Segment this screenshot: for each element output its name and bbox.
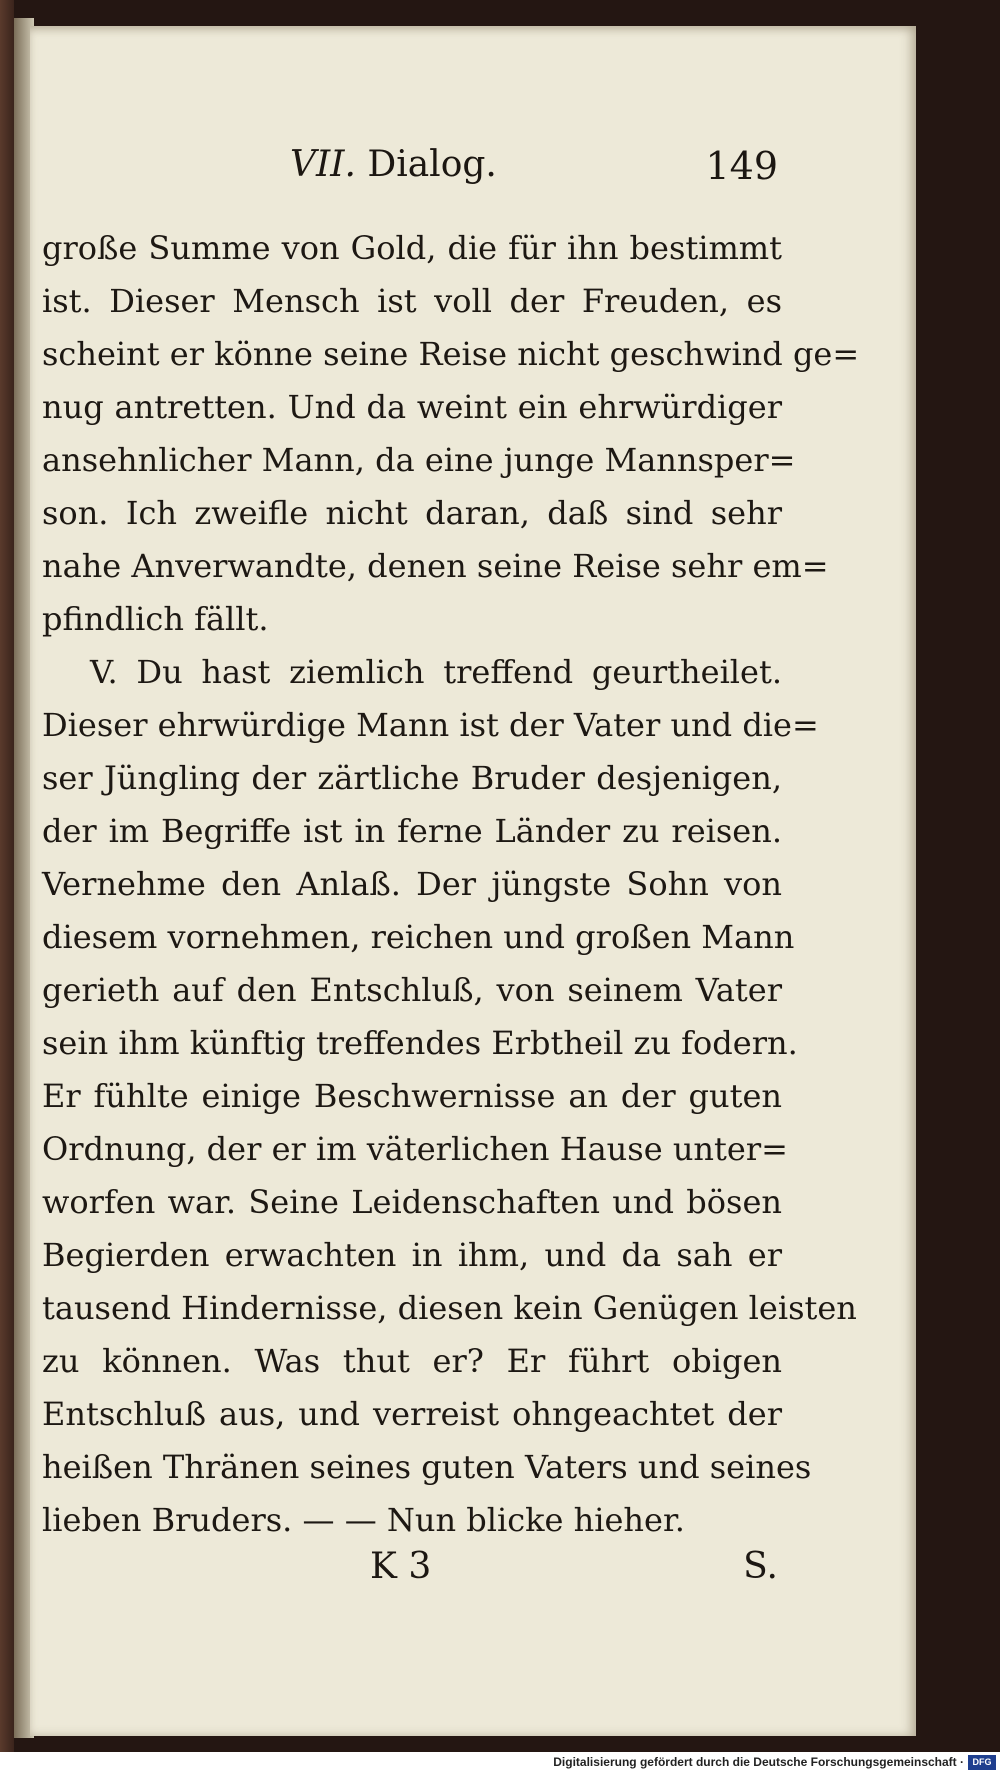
text-line: worfen war. Seine Leidenschaften und bösen	[42, 1183, 782, 1221]
catchword: S.	[743, 1546, 778, 1587]
text-line: ser Jüngling der zärtliche Bruder desjenigen,	[42, 759, 782, 797]
text-line: große Summe von Gold, die für ihn bestimmt	[42, 229, 782, 267]
text-line: gerieth auf den Entschluß, von seinem Vater	[42, 971, 782, 1009]
text-line: son. Ich zweifle nicht daran, daß sind sehr	[42, 494, 782, 532]
text-line: nahe Anverwandte, denen seine Reise sehr em=	[42, 547, 829, 585]
text-line: ist. Dieser Mensch ist voll der Freuden, es	[42, 282, 782, 320]
running-header	[30, 144, 916, 204]
text-line: Entschluß aus, und verreist ohngeachtet der	[42, 1395, 782, 1433]
dfg-logo: DFG	[968, 1755, 996, 1770]
signature-mark: K 3	[370, 1546, 432, 1587]
book-binding-edge	[0, 0, 14, 1752]
text-line: nug antretten. Und da weint ein ehrwürdiger	[42, 388, 782, 426]
text-line: pfindlich fällt.	[42, 600, 269, 638]
text-line: tausend Hindernisse, diesen kein Genügen leisten	[42, 1289, 857, 1327]
text-line: scheint er könne seine Reise nicht geschwind ge=	[42, 335, 860, 373]
text-line: Ordnung, der er im väterlichen Hause unter=	[42, 1130, 788, 1168]
credit-bar	[0, 1752, 1000, 1775]
chapter-title: Dialog.	[367, 144, 497, 185]
text-line: Er fühlte einige Beschwernisse an der guten	[42, 1077, 782, 1115]
text-line: diesem vornehmen, reichen und großen Mann	[42, 918, 795, 956]
text-line: lieben Bruders. — — Nun blicke hieher.	[42, 1501, 685, 1539]
text-line: Begierden erwachten in ihm, und da sah er	[42, 1236, 782, 1274]
digitization-credit: Digitalisierung gefördert durch die Deutsche Forschungsgemeinschaft ·	[553, 1755, 964, 1769]
chapter-numeral: VII.	[290, 144, 356, 185]
text-line: zu können. Was thut er? Er führt obigen	[42, 1342, 782, 1380]
text-line: sein ihm künftig treffendes Erbtheil zu fodern.	[42, 1024, 798, 1062]
text-line: V. Du hast ziemlich treffend geurtheilet.	[90, 653, 782, 691]
text-line: heißen Thränen seines guten Vaters und seines	[42, 1448, 812, 1486]
running-title	[290, 144, 497, 185]
text-line: Vernehme den Anlaß. Der jüngste Sohn von	[42, 865, 782, 903]
text-line: Dieser ehrwürdige Mann ist der Vater und die=	[42, 706, 819, 744]
body-text	[42, 222, 860, 1547]
text-line: der im Begriffe ist in ferne Länder zu reisen.	[42, 812, 782, 850]
page-footer	[30, 1546, 916, 1606]
book-page	[30, 26, 916, 1736]
page-number: 149	[705, 144, 778, 188]
text-line: ansehnlicher Mann, da eine junge Mannsper=	[42, 441, 796, 479]
